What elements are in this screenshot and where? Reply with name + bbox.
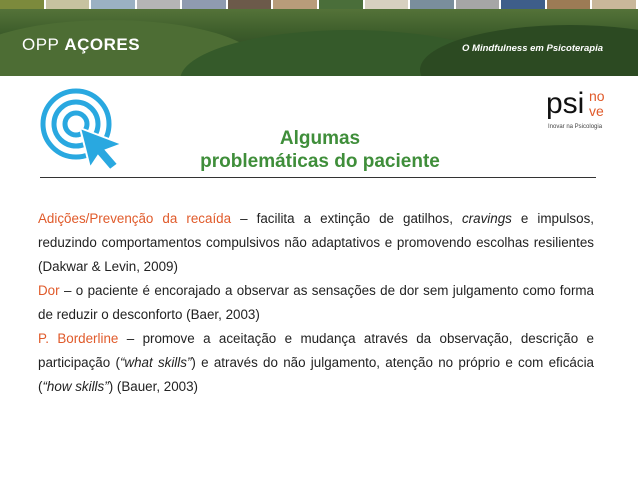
photo-strip-segment [547, 0, 593, 9]
slide-body [38, 207, 594, 399]
photo-strip-segment [456, 0, 502, 9]
svg-text:no: no [589, 88, 605, 104]
photo-strip-segment [273, 0, 319, 9]
photo-strip-segment [501, 0, 547, 9]
photo-strip-segment [91, 0, 137, 9]
title-line-2: problemáticas do paciente [200, 151, 440, 172]
header-banner [0, 0, 638, 76]
title-divider [40, 177, 596, 178]
opp-acores-logo: OPP AÇORES [22, 35, 141, 54]
photo-strip-segment [365, 0, 411, 9]
paragraph-borderline: P. Borderline – promove a aceitação e mudança através da observação, descrição e participação (“what skills”) e através do não julgamento, atenção no próprio e com eficácia (“how skills”) (Bauer, 2003) [38, 331, 594, 394]
target-cursor-icon [40, 88, 128, 174]
title-line-1: Algumas [279, 128, 361, 149]
photo-strip-segment [592, 0, 638, 9]
photo-strip [0, 0, 638, 9]
photo-strip-segment [182, 0, 228, 9]
photo-strip-segment [319, 0, 365, 9]
svg-text:psi: psi [546, 87, 585, 120]
photo-strip-segment [228, 0, 274, 9]
paragraph-pain: Dor – o paciente é encorajado a observar as sensações de dor sem julgamento como forma de reduzir o desconforto (Baer, 2003) [38, 283, 594, 322]
photo-strip-segment [137, 0, 183, 9]
psi-inove-logo [546, 86, 610, 132]
svg-text:ve: ve [589, 103, 604, 119]
paragraph-addictions: Adições/Prevenção da recaída – facilita a extinção de gatilhos, cravings e impulsos, reduzindo comportamentos compulsivos não adaptativos e promovendo escolhas resilientes (Dakwar & Levin, 2009) [38, 211, 594, 274]
photo-strip-segment [0, 0, 46, 9]
photo-strip-segment [46, 0, 92, 9]
presentation-subtitle: O Mindfulness em Psicoterapia [462, 43, 603, 54]
slide-title [140, 127, 500, 173]
svg-text:Inovar na Psicologia: Inovar na Psicologia [548, 124, 603, 130]
photo-strip-segment [410, 0, 456, 9]
